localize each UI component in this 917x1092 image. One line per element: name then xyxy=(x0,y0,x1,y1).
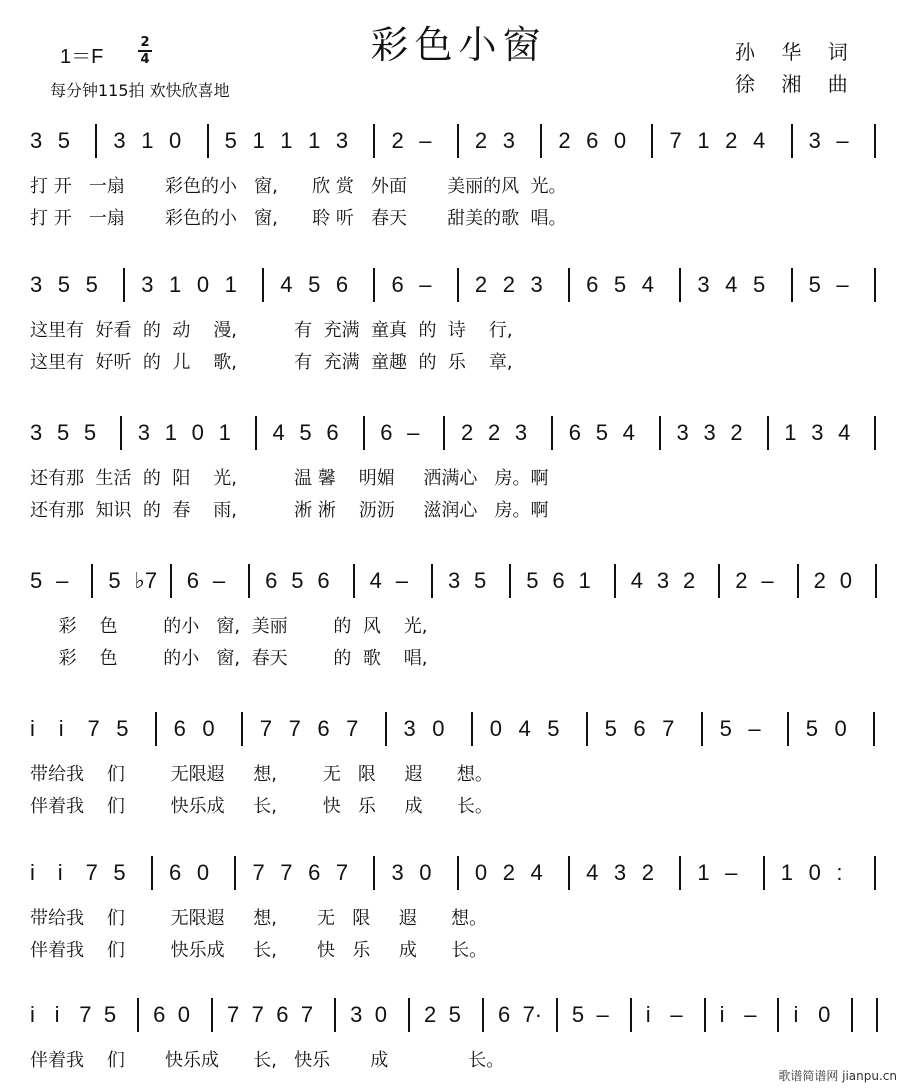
note: 5 xyxy=(805,716,819,741)
note: 4 xyxy=(838,420,851,445)
barline xyxy=(373,856,375,890)
note: 5 xyxy=(526,568,539,593)
note: 6 xyxy=(335,272,349,297)
barline xyxy=(207,124,209,158)
note: 2 xyxy=(474,128,488,153)
note: i xyxy=(793,1002,799,1027)
note: 2 xyxy=(735,568,748,593)
note: – xyxy=(725,860,738,885)
lyric-line-1: 彩 色 的小 窗, 美丽 的 风 光, xyxy=(30,616,428,637)
note: 5 xyxy=(57,272,71,297)
note: – xyxy=(744,1002,757,1027)
barline xyxy=(874,416,876,450)
note: 4 xyxy=(630,568,644,593)
notation-line xyxy=(30,716,892,746)
barline xyxy=(457,268,459,302)
note: 7 xyxy=(252,860,265,885)
note: i xyxy=(54,1002,60,1027)
note: i xyxy=(30,716,35,741)
note: 3 xyxy=(141,272,154,297)
note: 2 xyxy=(502,272,515,297)
barline xyxy=(120,416,122,450)
barline xyxy=(874,856,876,890)
barline xyxy=(797,564,799,598)
note: 4 xyxy=(280,272,293,297)
note: 4 xyxy=(725,272,738,297)
note: 5 xyxy=(308,272,321,297)
note: 7 xyxy=(346,716,359,741)
note: 7 xyxy=(87,716,100,741)
note: 6 xyxy=(317,568,330,593)
lyric-line-1: 这里有 好看 的 动 漫, 有 充满 童真 的 诗 行, xyxy=(30,320,513,341)
barline xyxy=(874,268,876,302)
note: 0 xyxy=(191,420,204,445)
barline xyxy=(767,416,769,450)
note: 5 xyxy=(30,568,43,593)
note: 0 xyxy=(432,716,445,741)
barline xyxy=(155,712,157,746)
note: 5 xyxy=(83,420,97,445)
barline xyxy=(704,998,706,1032)
note: – xyxy=(419,128,432,153)
note: – xyxy=(836,128,849,153)
note: 0 xyxy=(177,1002,191,1027)
note: 5 xyxy=(103,1002,117,1027)
barline xyxy=(651,124,653,158)
note: 4 xyxy=(586,860,599,885)
barline xyxy=(568,268,570,302)
barline xyxy=(334,998,336,1032)
note: 5 xyxy=(56,420,70,445)
barline xyxy=(373,268,375,302)
note: 3 xyxy=(30,272,43,297)
note: 0 xyxy=(169,128,182,153)
note: 2 xyxy=(487,420,501,445)
note: 1 xyxy=(697,128,710,153)
note: 1 xyxy=(164,420,177,445)
barline xyxy=(91,564,93,598)
barline xyxy=(777,998,779,1032)
note: 3 xyxy=(391,860,404,885)
note: – xyxy=(212,568,226,593)
note: – xyxy=(395,568,408,593)
note: 0 xyxy=(839,568,852,593)
note: – xyxy=(761,568,774,593)
note: 6 xyxy=(169,860,182,885)
lyric-line-2: 打 开 一扇 彩色的小 窗, 聆 听 春天 甜美的歌 唱。 xyxy=(30,208,567,229)
barline xyxy=(540,124,542,158)
barline xyxy=(457,856,459,890)
note: 3 xyxy=(697,272,710,297)
barline xyxy=(241,712,243,746)
note: 1 xyxy=(697,860,710,885)
note: 6 xyxy=(186,568,199,593)
note: i xyxy=(30,860,35,885)
note: 5 xyxy=(571,1002,585,1027)
note: 6 xyxy=(153,1002,166,1027)
note: 6 xyxy=(391,272,404,297)
barline xyxy=(170,564,172,598)
time-signature-bottom: 4 xyxy=(140,52,150,67)
note: 7 xyxy=(280,860,293,885)
notation-line xyxy=(30,1002,892,1032)
note: 0 xyxy=(818,1002,831,1027)
note: 1 xyxy=(141,128,154,153)
note: 6 xyxy=(568,420,581,445)
barline xyxy=(509,564,511,598)
note: 0 xyxy=(808,860,821,885)
barline xyxy=(718,564,720,598)
barline xyxy=(385,712,387,746)
note: 5 xyxy=(113,860,126,885)
notation-line xyxy=(30,568,892,598)
time-signature xyxy=(138,36,152,66)
note: 2 xyxy=(683,568,696,593)
note: 5 xyxy=(474,568,487,593)
note: 2 xyxy=(558,128,571,153)
note: 4 xyxy=(641,272,654,297)
barline xyxy=(353,564,355,598)
barline xyxy=(851,998,853,1032)
barline xyxy=(763,856,765,890)
note: 3 xyxy=(30,128,43,153)
note: 1 xyxy=(169,272,182,297)
composer-credit: 徐 湘 曲 xyxy=(735,72,858,96)
note: 5 xyxy=(57,128,71,153)
note: 1 xyxy=(218,420,231,445)
barline xyxy=(630,998,632,1032)
barline xyxy=(791,268,793,302)
note: 3 xyxy=(808,128,821,153)
barline xyxy=(876,998,878,1032)
note: 0 xyxy=(196,860,210,885)
barline xyxy=(151,856,153,890)
note: 5 xyxy=(719,716,732,741)
barline xyxy=(234,856,236,890)
note: – xyxy=(596,1002,609,1027)
note: 4 xyxy=(622,420,635,445)
song-title: 彩色小窗 xyxy=(370,23,547,67)
note: 7 xyxy=(85,860,98,885)
note: 5 xyxy=(547,716,560,741)
note: i xyxy=(30,1002,35,1027)
tempo-marking: 每分钟115拍 欢快欣喜地 xyxy=(50,81,230,100)
lyric-line-2: 伴着我 们 快乐成 长, 快 乐 成 长。 xyxy=(30,940,488,961)
note: – xyxy=(836,272,849,297)
barline xyxy=(471,712,473,746)
barline xyxy=(137,998,139,1032)
note: 3 xyxy=(613,860,627,885)
barline xyxy=(431,564,433,598)
note: 2 xyxy=(725,128,738,153)
barline xyxy=(791,124,793,158)
note: : xyxy=(836,860,843,885)
key-signature: 1＝F xyxy=(60,46,104,68)
note: 1 xyxy=(308,128,321,153)
note: 5 xyxy=(224,128,237,153)
note: 6 xyxy=(276,1002,289,1027)
barline xyxy=(211,998,213,1032)
note: 6 xyxy=(586,128,599,153)
barline xyxy=(873,712,875,746)
note: 2 xyxy=(502,860,515,885)
time-signature-top: 2 xyxy=(140,35,150,50)
lyricist-credit: 孙 华 词 xyxy=(735,40,858,64)
lyric-line-1: 打 开 一扇 彩色的小 窗, 欣 赏 外面 美丽的风 光。 xyxy=(30,176,567,197)
note: 3 xyxy=(335,128,349,153)
note: 2 xyxy=(730,420,743,445)
note: 1 xyxy=(252,128,265,153)
lyric-line-1: 还有那 生活 的 阳 光, 温 馨 明媚 洒满心 房。啊 xyxy=(30,468,549,489)
note: 6 xyxy=(380,420,393,445)
barline xyxy=(787,712,789,746)
note: 1 xyxy=(224,272,237,297)
note: 2 xyxy=(813,568,826,593)
note: i xyxy=(645,1002,651,1027)
note: 3 xyxy=(113,128,126,153)
note: 3 xyxy=(656,568,670,593)
note: 6 xyxy=(308,860,321,885)
note: i xyxy=(57,860,63,885)
note: 6 xyxy=(265,568,278,593)
barline xyxy=(373,124,375,158)
barline xyxy=(614,564,616,598)
note: 7 xyxy=(259,716,273,741)
note: – xyxy=(748,716,761,741)
note: 3 xyxy=(137,420,150,445)
note: 6 xyxy=(497,1002,511,1027)
note: 3 xyxy=(811,420,824,445)
note: 2 xyxy=(474,272,488,297)
note: 7 xyxy=(662,716,675,741)
lyric-line-2: 伴着我 们 快乐成 长, 快 乐 成 长。 xyxy=(30,796,493,817)
barline xyxy=(586,712,588,746)
note: 5 xyxy=(595,420,608,445)
barline xyxy=(679,268,681,302)
note: 0 xyxy=(419,860,432,885)
barline xyxy=(551,416,553,450)
note: 7 xyxy=(288,716,301,741)
note: 4 xyxy=(752,128,766,153)
notation-line xyxy=(30,860,892,890)
note: 0 xyxy=(613,128,627,153)
note: 3 xyxy=(447,568,461,593)
note: 6 xyxy=(326,420,339,445)
note: 0 xyxy=(474,860,488,885)
note: 1 xyxy=(280,128,293,153)
note: 1 xyxy=(780,860,794,885)
note: 5 xyxy=(108,568,121,593)
note: – xyxy=(419,272,432,297)
notation-line xyxy=(30,272,892,302)
note: – xyxy=(407,420,420,445)
barline xyxy=(262,268,264,302)
note: 5 xyxy=(752,272,766,297)
note: 3 xyxy=(403,716,416,741)
barline xyxy=(874,124,876,158)
barline xyxy=(363,416,365,450)
barline xyxy=(95,124,97,158)
lyric-line-1: 带给我 们 无限遐 想, 无 限 遐 想。 xyxy=(30,908,488,929)
note: 4 xyxy=(530,860,543,885)
note: 6 xyxy=(173,716,186,741)
barline xyxy=(408,998,410,1032)
note: i xyxy=(719,1002,725,1027)
note: 7 xyxy=(669,128,682,153)
note: 0 xyxy=(196,272,210,297)
note: 7 xyxy=(300,1002,314,1027)
barline xyxy=(875,564,877,598)
note: 3 xyxy=(30,420,43,445)
note: 4 xyxy=(272,420,285,445)
note: 0 xyxy=(834,716,847,741)
note: 2 xyxy=(391,128,404,153)
note: 3 xyxy=(676,420,689,445)
note: 5 xyxy=(613,272,627,297)
lyric-line-1: 带给我 们 无限遐 想, 无 限 遐 想。 xyxy=(30,764,493,785)
note: 1 xyxy=(784,420,797,445)
lyric-line-2: 还有那 知识 的 春 雨, 淅 淅 沥沥 滋润心 房。啊 xyxy=(30,500,549,521)
lyric-line-1: 伴着我 们 快乐成 长, 快乐 成 长。 xyxy=(30,1050,505,1071)
note: 4 xyxy=(518,716,531,741)
note: 7 xyxy=(251,1002,264,1027)
note: 5 xyxy=(604,716,617,741)
note: 0 xyxy=(489,716,502,741)
note: 7 xyxy=(79,1002,92,1027)
barline xyxy=(457,124,459,158)
note: 3 xyxy=(502,128,515,153)
note: 6 xyxy=(317,716,330,741)
note: 1 xyxy=(578,568,591,593)
note: i xyxy=(58,716,64,741)
note: ♭7 xyxy=(134,568,158,593)
note: 2 xyxy=(424,1002,437,1027)
note: 4 xyxy=(369,568,382,593)
note: 5 xyxy=(116,716,129,741)
note: 6 xyxy=(586,272,599,297)
barline xyxy=(443,416,445,450)
note: 3 xyxy=(514,420,528,445)
note: 5 xyxy=(808,272,821,297)
note: 7 xyxy=(227,1002,240,1027)
barline xyxy=(556,998,558,1032)
note: 7 xyxy=(335,860,349,885)
note: 5 xyxy=(448,1002,461,1027)
note: – xyxy=(56,568,69,593)
barline xyxy=(701,712,703,746)
note: 7· xyxy=(522,1002,543,1027)
note: 2 xyxy=(641,860,654,885)
barline xyxy=(255,416,257,450)
note: 5 xyxy=(291,568,304,593)
barline xyxy=(482,998,484,1032)
barline xyxy=(679,856,681,890)
note: 3 xyxy=(703,420,716,445)
notation-line xyxy=(30,128,892,158)
note: 5 xyxy=(299,420,312,445)
note: 6 xyxy=(552,568,565,593)
lyric-line-2: 彩 色 的小 窗, 春天 的 歌 唱, xyxy=(30,648,428,669)
watermark-footer: 歌谱简谱网 jianpu.cn xyxy=(778,1069,897,1083)
note: 6 xyxy=(633,716,646,741)
barline xyxy=(659,416,661,450)
note: – xyxy=(670,1002,683,1027)
note: 0 xyxy=(374,1002,388,1027)
note: 0 xyxy=(202,716,215,741)
notation-line xyxy=(30,420,892,450)
note: 3 xyxy=(350,1002,363,1027)
lyric-line-2: 这里有 好听 的 儿 歌, 有 充满 童趣 的 乐 章, xyxy=(30,352,513,373)
note: 3 xyxy=(530,272,543,297)
barline xyxy=(123,268,125,302)
note: 2 xyxy=(461,420,474,445)
note: 5 xyxy=(85,272,98,297)
barline xyxy=(568,856,570,890)
barline xyxy=(248,564,250,598)
